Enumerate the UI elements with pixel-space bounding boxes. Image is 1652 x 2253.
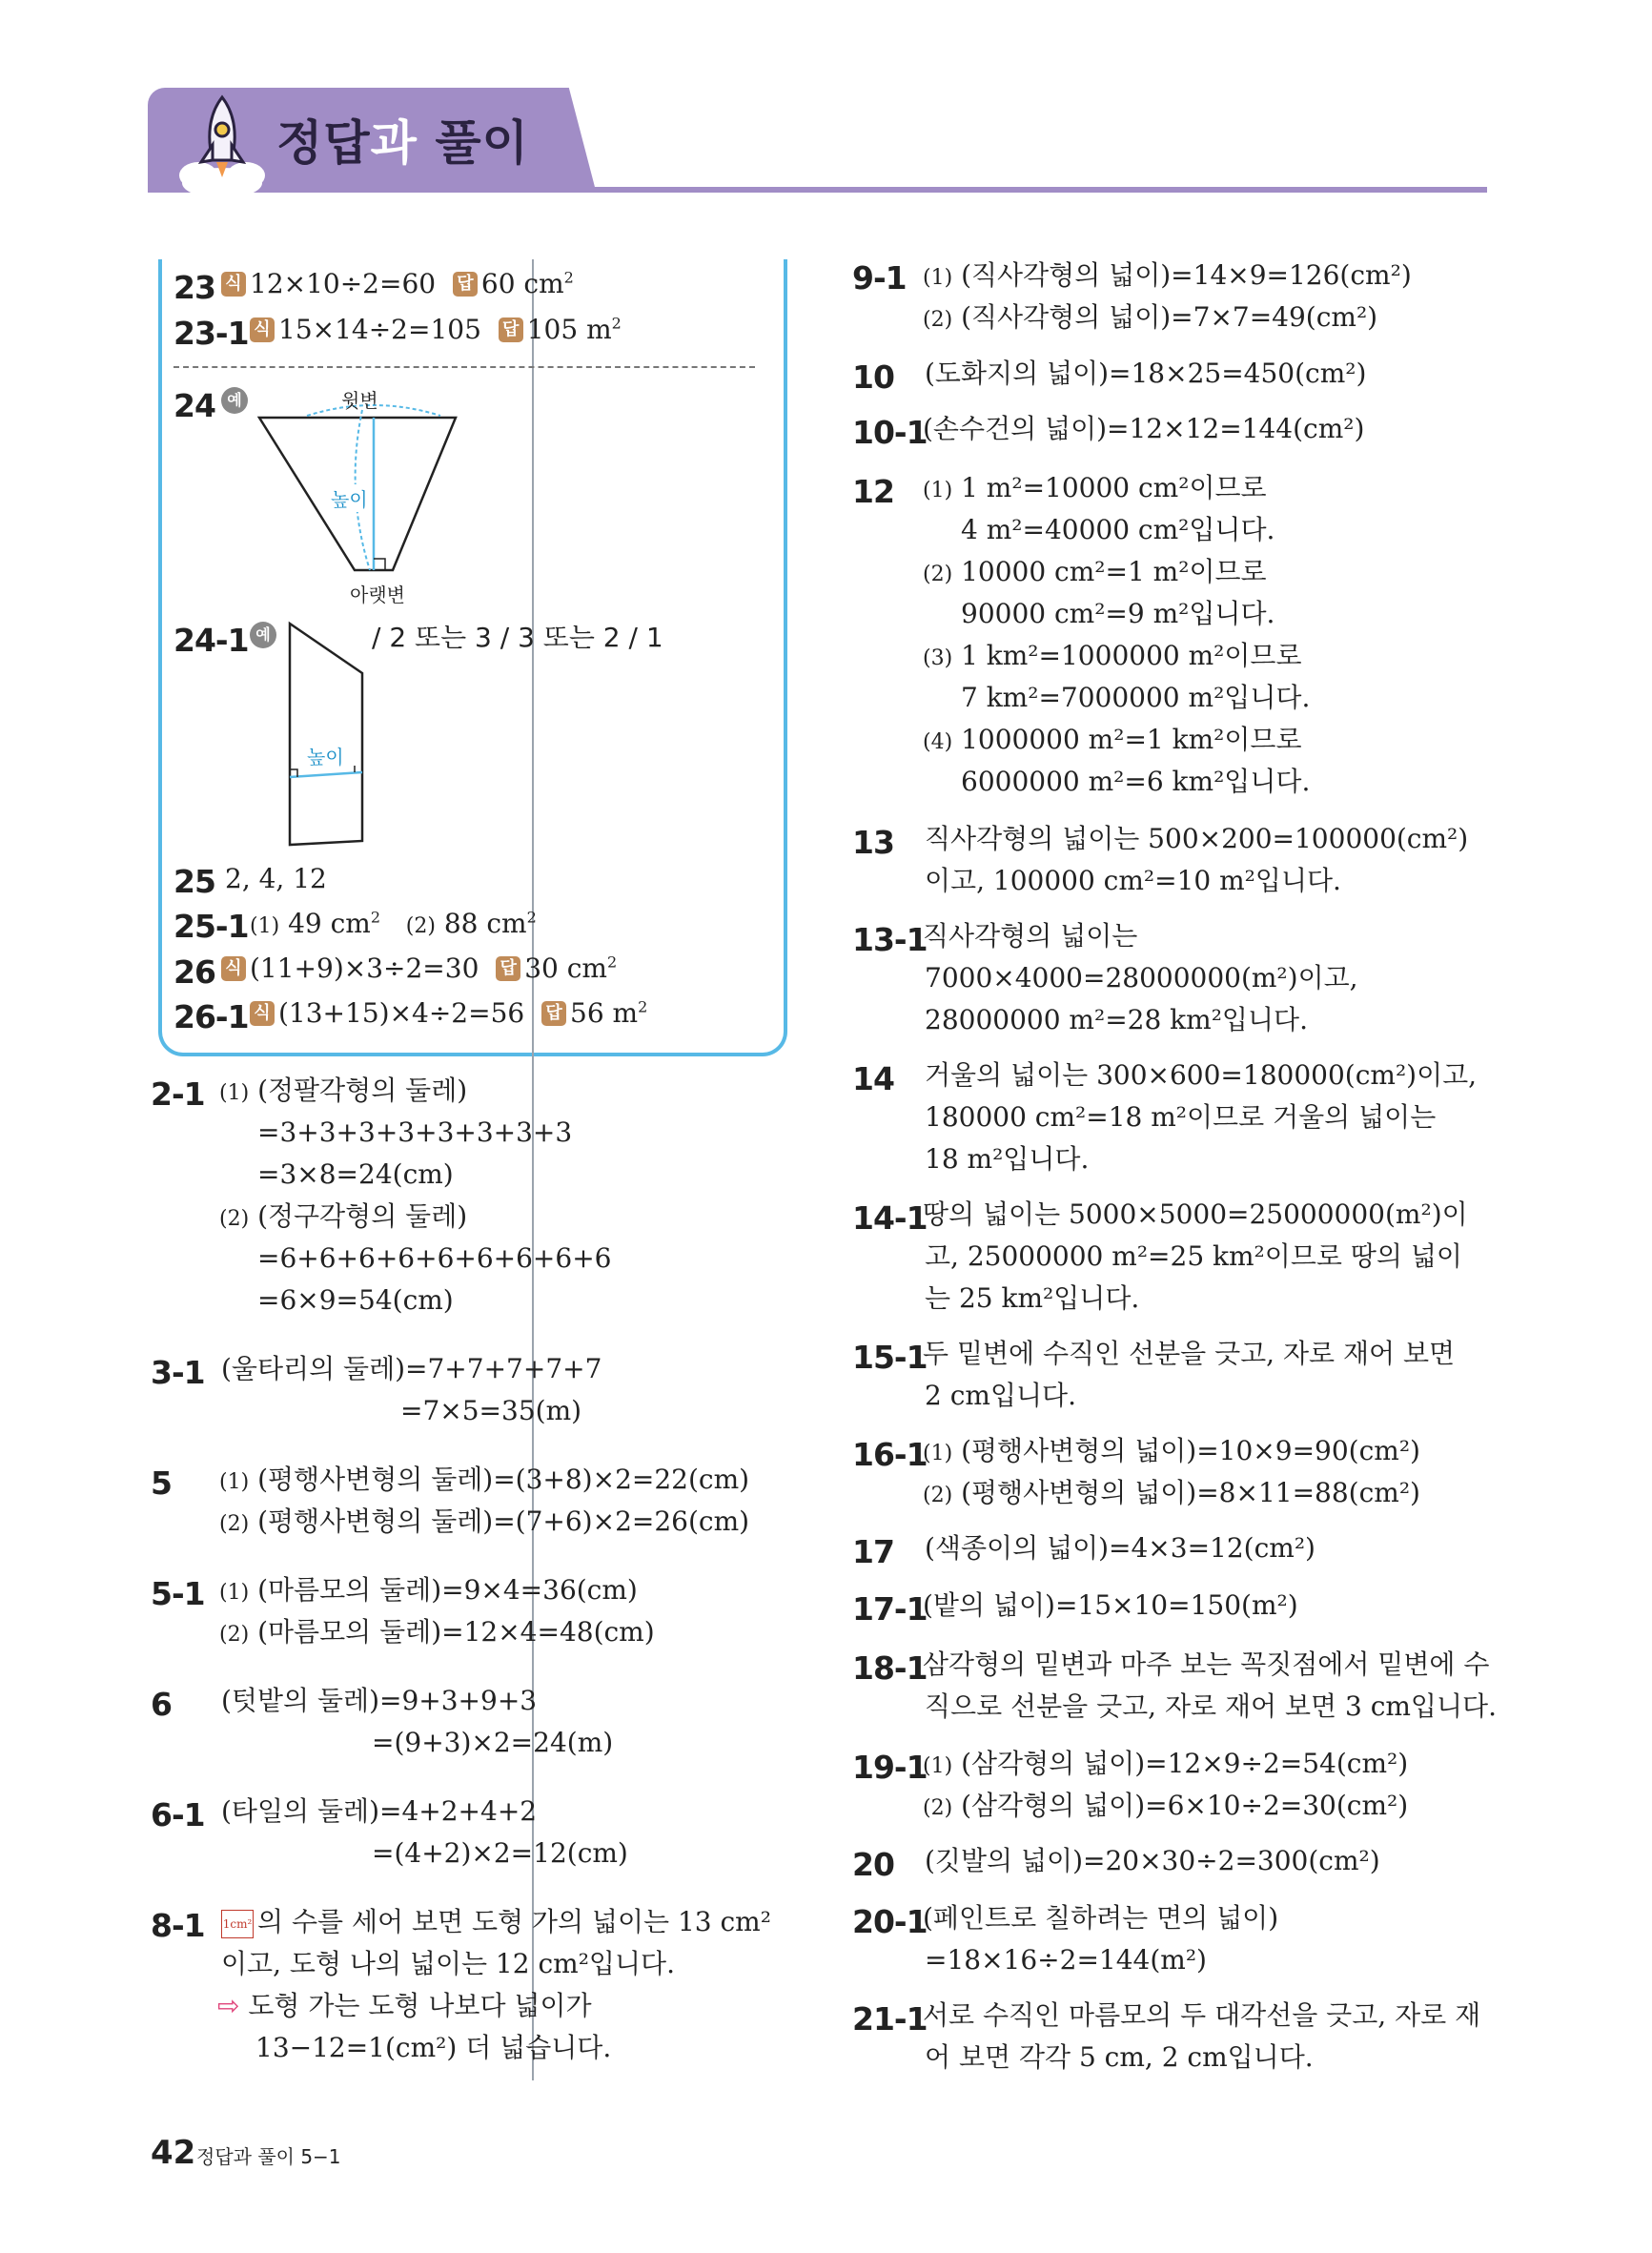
- solution-line: (1) (평행사변형의 둘레)=(3+8)×2=22(cm): [219, 1464, 750, 1495]
- bottom-base-label: 아랫변: [350, 584, 405, 606]
- solution-line: (밭의 넓이)=15×10=150(m²): [923, 1589, 1298, 1621]
- solution-line: 직사각형의 넓이는: [923, 920, 1138, 952]
- solution-line: (깃발의 넓이)=20×30÷2=300(cm²): [925, 1845, 1380, 1876]
- solution-line: ⇨ 도형 가는 도형 나보다 넓이가: [217, 1990, 592, 2021]
- problem-23-1-answer: 식 15×14÷2=105 답 105 $m^2$: [250, 317, 622, 346]
- problem-number: 24-1: [173, 622, 249, 659]
- problem-23-answer: 식 12×10÷2=60 답 60 $cm^2$: [221, 271, 574, 300]
- solution-line: =3×8=24(cm): [257, 1158, 454, 1190]
- problem-number: 6: [151, 1686, 172, 1723]
- problem-number: 26-1: [173, 998, 249, 1035]
- problem-number: 3-1: [151, 1354, 205, 1391]
- solution-line: =6+6+6+6+6+6+6+6+6: [257, 1242, 612, 1274]
- solution-line: 는 25 km²입니다.: [925, 1282, 1140, 1314]
- solution-line: 1cm² 의 수를 세어 보면 도형 가의 넓이는 13 cm²: [222, 1906, 771, 1937]
- page-number: 42: [151, 2134, 196, 2172]
- solution-line: 4 m²=40000 cm²입니다.: [961, 514, 1275, 545]
- solution-line: =3+3+3+3+3+3+3+3: [257, 1116, 573, 1148]
- solution-line: =(4+2)×2=12(cm): [372, 1837, 628, 1869]
- solution-line: (2) (삼각형의 넓이)=6×10÷2=30(cm²): [923, 1790, 1409, 1821]
- page-header: [148, 88, 1487, 197]
- solution-line: (1) (마름모의 둘레)=9×4=36(cm): [219, 1574, 638, 1606]
- problem-number: 5-1: [151, 1575, 205, 1612]
- problem-number: 21-1: [852, 2000, 928, 2038]
- problem-number: 23: [173, 269, 215, 306]
- problem-number: 23-1: [173, 315, 249, 352]
- solution-line: 두 밑변에 수직인 선분을 긋고, 자로 재어 보면: [923, 1338, 1456, 1369]
- example-badge: 예: [250, 622, 276, 648]
- solution-line: 고, 25000000 m²=25 km²이므로 땅의 넓이: [925, 1240, 1462, 1272]
- problem-number: 14-1: [852, 1199, 928, 1237]
- problem-number: 25: [173, 863, 215, 900]
- unit-square-icon: 1cm²: [221, 1910, 254, 1938]
- problem-number: 18-1: [852, 1649, 928, 1687]
- example-badge: 예: [221, 387, 248, 414]
- solution-line: =7×5=35(m): [400, 1395, 582, 1426]
- problem-number: 17-1: [852, 1590, 928, 1628]
- solution-line: 서로 수직인 마름모의 두 대각선을 긋고, 자로 재: [923, 1999, 1481, 2031]
- solution-line: 삼각형의 밑변과 마주 보는 꼭짓점에서 밑변에 수: [923, 1649, 1490, 1680]
- problem-number: 9-1: [852, 259, 907, 297]
- solution-line: 18 m²입니다.: [925, 1143, 1090, 1175]
- problem-number: 16-1: [852, 1436, 928, 1473]
- parallelogram-diagram: [282, 620, 377, 858]
- problem-number: 20-1: [852, 1903, 928, 1940]
- solution-line: =(9+3)×2=24(m): [372, 1727, 614, 1758]
- solution-line: (1) (평행사변형의 넓이)=10×9=90(cm²): [923, 1435, 1420, 1466]
- problem-number: 25-1: [173, 908, 249, 945]
- solution-line: 어 보면 각각 5 cm, 2 cm입니다.: [925, 2041, 1314, 2073]
- solution-line: (1) (삼각형의 넓이)=12×9÷2=54(cm²): [923, 1748, 1409, 1779]
- solution-line: 이고, 100000 cm²=10 m²입니다.: [925, 865, 1341, 896]
- page-title: 정답과 풀이: [276, 115, 529, 171]
- problem-number: 2-1: [151, 1075, 205, 1113]
- problem-number: 10-1: [852, 414, 928, 451]
- solution-line: (2) (마름모의 둘레)=12×4=48(cm): [219, 1616, 655, 1648]
- solution-line: (페인트로 칠하려는 면의 넓이): [923, 1902, 1279, 1934]
- problem-number: 15-1: [852, 1339, 928, 1376]
- solution-line: 7 km²=7000000 m²입니다.: [961, 682, 1311, 713]
- solution-line: (타일의 둘레)=4+2+4+2: [221, 1795, 538, 1827]
- top-base-label: 윗변: [341, 389, 378, 412]
- solution-line: =18×16÷2=144(m²): [925, 1944, 1207, 1976]
- arrow-right-icon: ⇨: [217, 1990, 240, 2021]
- problem-number: 19-1: [852, 1749, 928, 1786]
- solution-line: =6×9=54(cm): [257, 1284, 454, 1316]
- problem-number: 17: [852, 1533, 894, 1570]
- problem-25-answer: 2, 4, 12: [225, 863, 327, 894]
- solution-line: 2 cm입니다.: [925, 1380, 1076, 1411]
- solution-line: 13−12=1(cm²) 더 넓습니다.: [255, 2032, 612, 2063]
- solution-line: 땅의 넓이는 5000×5000=25000000(m²)이: [923, 1198, 1468, 1230]
- dashed-separator: [173, 366, 755, 368]
- problem-number: 14: [852, 1060, 894, 1097]
- solution-line: 180000 cm²=18 m²이므로 거울의 넓이는: [925, 1101, 1437, 1133]
- problem-number: 24: [173, 387, 215, 424]
- problem-25-1-answer: (1) 49 $cm^2$ (2) 88 $cm^2$: [250, 908, 537, 939]
- solution-line: (울타리의 둘레)=7+7+7+7+7: [221, 1353, 602, 1384]
- problem-number: 20: [852, 1846, 894, 1883]
- problem-number: 12: [852, 473, 894, 510]
- solution-line: 직사각형의 넓이는 500×200=100000(cm²): [925, 823, 1469, 854]
- problem-number: 26: [173, 953, 215, 991]
- solution-line: (2) (정구각형의 둘레): [219, 1200, 468, 1232]
- solution-line: (3) 1 km²=1000000 m²이므로: [923, 640, 1302, 671]
- problem-number: 13: [852, 824, 894, 861]
- solution-line: 거울의 넓이는 300×600=180000(cm²)이고,: [925, 1059, 1478, 1091]
- solution-line: (1) (직사각형의 넓이)=14×9=126(cm²): [923, 259, 1412, 291]
- solution-line: (도화지의 넓이)=18×25=450(cm²): [925, 358, 1367, 389]
- problem-24-1-answer: / 2 또는 3 / 3 또는 2 / 1: [372, 622, 663, 653]
- problem-number: 6-1: [151, 1796, 205, 1833]
- solution-line: (4) 1000000 m²=1 km²이므로: [923, 724, 1302, 755]
- footer-title: 정답과 풀이 5−1: [196, 2145, 341, 2168]
- solution-line: (색종이의 넓이)=4×3=12(cm²): [925, 1532, 1315, 1564]
- solution-line: 90000 cm²=9 m²입니다.: [961, 598, 1275, 629]
- solution-line: (손수건의 넓이)=12×12=144(cm²): [923, 413, 1365, 444]
- problem-number: 8-1: [151, 1907, 205, 1944]
- header-rule: [148, 187, 1487, 193]
- solution-line: 28000000 m²=28 km²입니다.: [925, 1004, 1308, 1035]
- problem-number: 13-1: [852, 921, 928, 958]
- solution-line: (1) 1 m²=10000 cm²이므로: [923, 472, 1267, 503]
- problem-number: 10: [852, 358, 894, 396]
- rocket-icon: [165, 88, 279, 202]
- solution-line: (2) 10000 cm²=1 m²이므로: [923, 556, 1267, 587]
- solution-line: (2) (직사각형의 넓이)=7×7=49(cm²): [923, 301, 1378, 333]
- solution-line: (2) (평행사변형의 넓이)=8×11=88(cm²): [923, 1477, 1420, 1508]
- height-label: 높이: [331, 484, 368, 512]
- height-label: 높이: [307, 746, 344, 768]
- solution-line: (2) (평행사변형의 둘레)=(7+6)×2=26(cm): [219, 1505, 750, 1537]
- problem-26-1-answer: 식 (13+15)×4÷2=56 답 56 $m^2$: [250, 1000, 647, 1030]
- solution-line: 6000000 m²=6 km²입니다.: [961, 766, 1311, 797]
- problem-26-answer: 식 (11+9)×3÷2=30 답 30 $cm^2$: [221, 955, 617, 985]
- solution-line: 이고, 도형 나의 넓이는 12 cm²입니다.: [221, 1948, 675, 1979]
- solution-line: (1) (정팔각형의 둘레): [219, 1075, 468, 1106]
- solution-line: 직으로 선분을 긋고, 자로 재어 보면 3 cm입니다.: [925, 1690, 1497, 1722]
- problem-number: 5: [151, 1464, 172, 1502]
- solution-line: (텃밭의 둘레)=9+3+9+3: [221, 1685, 538, 1716]
- solution-line: 7000×4000=28000000(m²)이고,: [925, 962, 1358, 993]
